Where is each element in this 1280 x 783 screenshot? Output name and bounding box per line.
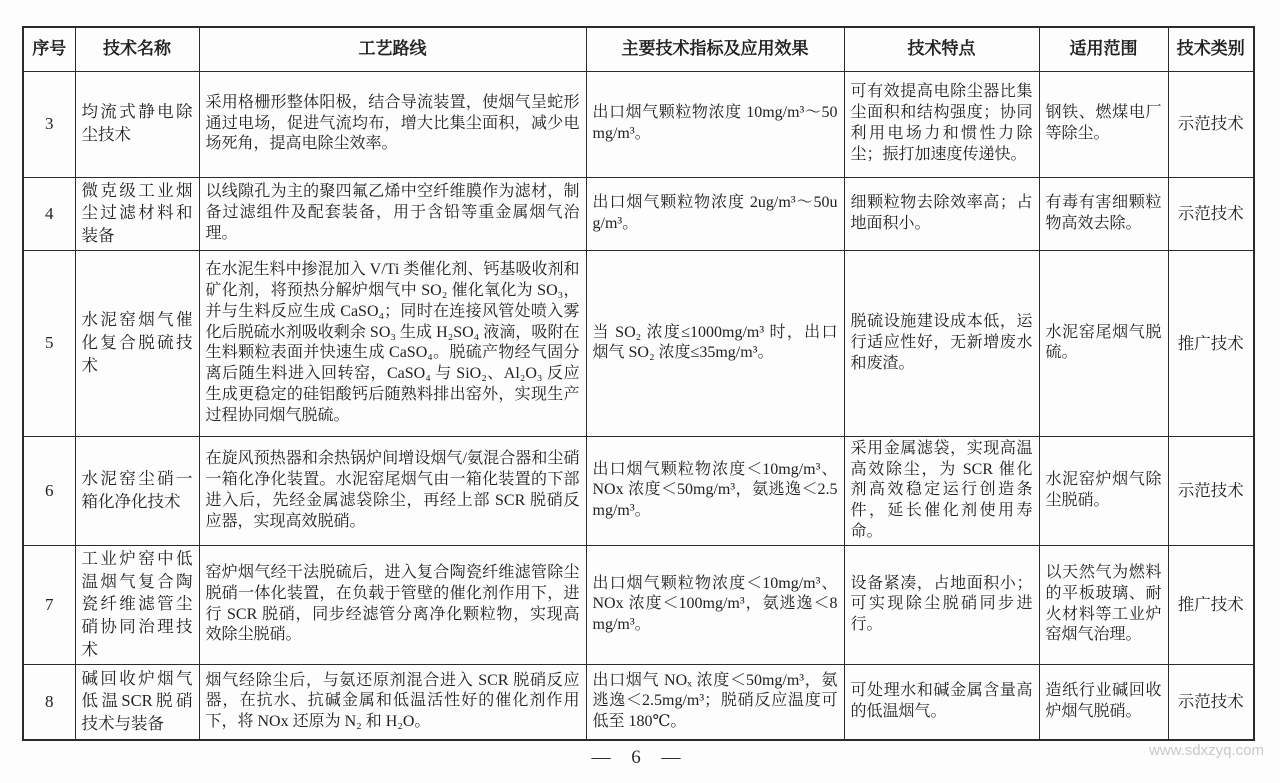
col-header-tech-name: 技术名称 (75, 27, 199, 71)
cell-features: 细颗粒物去除效率高；占地面积小。 (844, 177, 1039, 250)
col-header-scope: 适用范围 (1039, 27, 1168, 71)
cell-process-route: 烟气经除尘后，与氨还原剂混合进入 SCR 脱硝反应器，在抗水、抗碱金属和低温活性好的催化剂作用下，将 NOx 还原为 N₂ 和 H₂O。 (199, 664, 586, 740)
cell-category: 示范技术 (1168, 664, 1254, 740)
cell-index: 8 (23, 664, 75, 740)
table-row (23, 177, 1254, 250)
cell-tech-name: 均流式静电除尘技术 (75, 71, 199, 177)
cell-features: 设备紧凑，占地面积小；可实现除尘脱硝同步进行。 (844, 545, 1039, 664)
cell-indicators: 出口烟气 NOₓ 浓度＜50mg/m³，氨逃逸＜2.5mg/m³；脱硝反应温度可低至 180℃。 (586, 664, 844, 740)
cell-category: 示范技术 (1168, 71, 1254, 177)
page-number: — 6 — (591, 747, 689, 768)
cell-scope: 水泥窑炉烟气除尘脱硝。 (1039, 436, 1168, 545)
cell-indicators: 出口烟气颗粒物浓度 2ug/m³～50ug/m³。 (586, 177, 844, 250)
cell-index: 6 (23, 436, 75, 545)
table-row (23, 250, 1254, 436)
technology-table (22, 26, 1255, 741)
cell-indicators: 出口烟气颗粒物浓度＜10mg/m³、NOx 浓度＜50mg/m³，氨逃逸＜2.5mg/m³。 (586, 436, 844, 545)
cell-indicators: 出口烟气颗粒物浓度＜10mg/m³、NOx 浓度＜100mg/m³，氨逃逸＜8mg/m³。 (586, 545, 844, 664)
cell-process-route: 在水泥生料中掺混加入 V/Ti 类催化剂、钙基吸收剂和矿化剂，将预热分解炉烟气中 SO₂ 催化氧化为 SO₃，并与生料反应生成 CaSO₄；同时在连接风管处喷入雾化后脱硫水剂吸收剩余 SO₃ 生成 H₂SO₄ 液滴，吸附在生料颗粒表面并快速生成 CaSO₄。脱硫产物经气固分离后随生料进入回转窑，CaSO₄ 与 SiO₂、Al₂O₃ 反应生成更稳定的硅铝酸钙后随熟料排出窑外，实现生产过程协同烟气脱硫。 (199, 250, 586, 436)
cell-tech-name: 水泥窑尘硝一箱化净化技术 (75, 436, 199, 545)
cell-tech-name: 水泥窑烟气催化复合脱硫技术 (75, 250, 199, 436)
cell-features: 采用金属滤袋，实现高温高效除尘，为 SCR 催化剂高效稳定运行创造条件，延长催化剂使用寿命。 (844, 436, 1039, 545)
cell-scope: 水泥窑尾烟气脱硫。 (1039, 250, 1168, 436)
cell-tech-name: 工业炉窑中低温烟气复合陶瓷纤维滤管尘硝协同治理技术 (75, 545, 199, 664)
table-row (23, 436, 1254, 545)
col-header-category: 技术类别 (1168, 27, 1254, 71)
cell-index: 7 (23, 545, 75, 664)
cell-process-route: 采用格栅形整体阳极，结合导流装置，使烟气呈蛇形通过电场，促进气流均布，增大比集尘面积，减少电场死角，提高电除尘效率。 (199, 71, 586, 177)
table-header-row (23, 27, 1254, 71)
cell-scope: 以天然气为燃料的平板玻璃、耐火材料等工业炉窑烟气治理。 (1039, 545, 1168, 664)
table-row (23, 71, 1254, 177)
cell-features: 可处理水和碱金属含量高的低温烟气。 (844, 664, 1039, 740)
col-header-features: 技术特点 (844, 27, 1039, 71)
cell-tech-name: 微克级工业烟尘过滤材料和装备 (75, 177, 199, 250)
cell-scope: 造纸行业碱回收炉烟气脱硝。 (1039, 664, 1168, 740)
watermark: www.sdxzyq.com (1148, 742, 1264, 759)
cell-features: 可有效提高电除尘器比集尘面积和结构强度；协同利用电场力和惯性力除尘；振打加速度传递快。 (844, 71, 1039, 177)
cell-features: 脱硫设施建设成本低，运行适应性好，无新增废水和废渣。 (844, 250, 1039, 436)
cell-indicators: 当 SO₂ 浓度≤1000mg/m³ 时，出口烟气 SO₂ 浓度≤35mg/m³。 (586, 250, 844, 436)
cell-tech-name: 碱回收炉烟气低温SCR脱硝技术与装备 (75, 664, 199, 740)
cell-category: 推广技术 (1168, 250, 1254, 436)
cell-category: 推广技术 (1168, 545, 1254, 664)
col-header-index: 序号 (23, 27, 75, 71)
col-header-indicators: 主要技术指标及应用效果 (586, 27, 844, 71)
table-row (23, 664, 1254, 740)
cell-process-route: 窑炉烟气经干法脱硫后，进入复合陶瓷纤维滤管除尘脱硝一体化装置，在负载于管壁的催化剂作用下，进行 SCR 脱硝，同步经滤管分离净化颗粒物，实现高效除尘脱硝。 (199, 545, 586, 664)
cell-scope: 钢铁、燃煤电厂等除尘。 (1039, 71, 1168, 177)
cell-category: 示范技术 (1168, 436, 1254, 545)
cell-process-route: 在旋风预热器和余热锅炉间增设烟气/氨混合器和尘硝一箱化净化装置。水泥窑尾烟气由一箱化装置的下部进入后，先经金属滤袋除尘，再经上部 SCR 脱硝反应器，实现高效脱硝。 (199, 436, 586, 545)
table-row (23, 545, 1254, 664)
cell-indicators: 出口烟气颗粒物浓度 10mg/m³～50mg/m³。 (586, 71, 844, 177)
cell-index: 4 (23, 177, 75, 250)
col-header-process-route: 工艺路线 (199, 27, 586, 71)
cell-scope: 有毒有害细颗粒物高效去除。 (1039, 177, 1168, 250)
cell-process-route: 以线隙孔为主的聚四氟乙烯中空纤维膜作为滤材，制备过滤组件及配套装备，用于含铅等重金属烟气治理。 (199, 177, 586, 250)
cell-index: 3 (23, 71, 75, 177)
cell-index: 5 (23, 250, 75, 436)
cell-category: 示范技术 (1168, 177, 1254, 250)
